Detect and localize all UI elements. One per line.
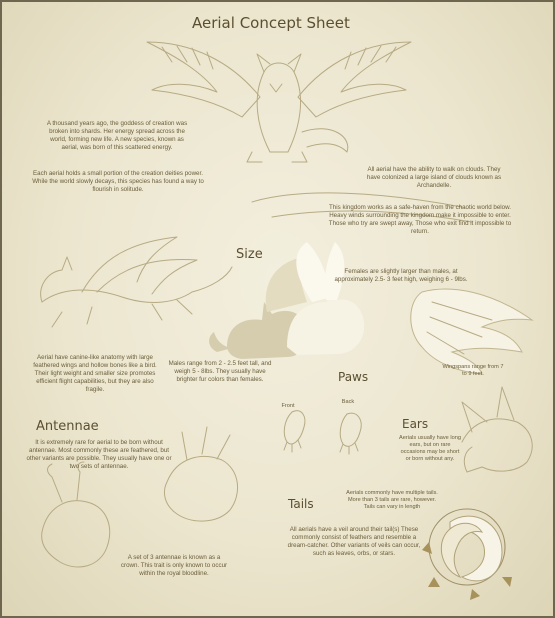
intro-paragraph-2: Each aerial holds a small portion of the creation deities power. While the world slowly decays, this species has found a way to flourish in solitude.: [32, 170, 204, 193]
tails-sketch: [422, 509, 512, 600]
wing-sketch: [411, 289, 532, 374]
clouds-paragraph-1: All aerial have the ability to walk on clouds. They have colonized a large island of clouds known as Archandelle.: [366, 166, 502, 189]
paws-heading: Paws: [338, 370, 369, 384]
ears-heading: Ears: [402, 417, 429, 431]
flying-aerial-sketch: [41, 237, 232, 327]
veil-text: All aerials have a veil around their tail(s) These commonly consist of feathers and resemble a dream-catcher. Other variants of veils can occur, such as leaves, orbs, or stars.: [287, 526, 421, 557]
ears-text: Aerials usually have long ears, but on rare occasions may be short or born without any.: [399, 435, 461, 462]
wingspan-text: Wingspans range from 7 to 9 feet.: [442, 364, 504, 377]
size-heading: Size: [236, 247, 263, 262]
page-title: Aerial Concept Sheet: [192, 14, 350, 32]
antennae-heading: Antennae: [36, 419, 99, 434]
paw-sketches: [284, 411, 361, 454]
tails-heading: Tails: [288, 497, 314, 511]
size-comparison-silhouettes: [209, 242, 364, 359]
females-size-text: Females are slightly larger than males, at approximately 2.5- 3 feet high, weighing 6 - 9lbs.: [334, 268, 468, 283]
paw-front-label: Front: [281, 403, 295, 409]
antennae-text: It is extremely rare for aerial to be born without antennae. Most commonly these are feathered, but other variants are possible. They usually have one or two sets of antennae.: [26, 439, 172, 470]
crown-text: A set of 3 antennae is known as a crown. This trait is only known to occur within the royal bloodline.: [120, 554, 228, 577]
intro-paragraph-1: A thousand years ago, the goddess of creation was broken into shards. Her energy spread across the world, forming new life. A new species, known as aerial, was born of this scattered energy.: [46, 120, 188, 151]
anatomy-text: Aerial have canine-like anatomy with large feathered wings and hollow bones like a bird. Their light weight and smaller size promotes efficient flight capabilities, but they are also fragile.: [33, 354, 157, 393]
tails-text: Aerials commonly have multiple tails. More than 3 tails are rare, however. Tails can vary in length: [346, 490, 438, 510]
sketch-artwork: [2, 2, 553, 616]
ears-head-sketch: [462, 387, 532, 472]
males-size-text: Males range from 2 - 2.5 feet tall, and weigh 5 - 8lbs. They usually have brighter fur colors than females.: [168, 360, 272, 383]
clouds-paragraph-2: This kingdom works as a safe-haven from the chaotic world below. Heavy winds surrounding the kingdom make it impossible to enter. Those who try are swept away, Those who exit find it impossible to return.: [328, 204, 512, 235]
paw-back-label: Back: [341, 399, 355, 405]
